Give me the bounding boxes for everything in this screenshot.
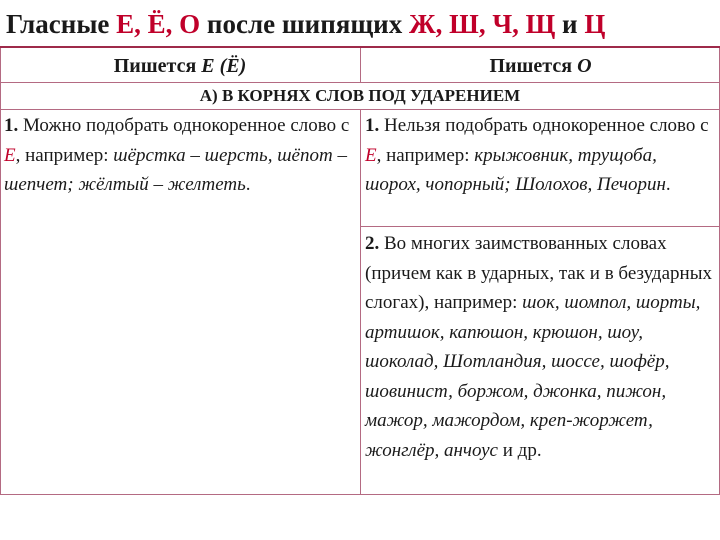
column-letter: Е (Ё) bbox=[201, 55, 247, 77]
rule-examples: шёрстка – шерсть, шёпот – шепчет; жёлтый – желтеть bbox=[4, 144, 347, 195]
column-label: Пишется bbox=[113, 55, 202, 77]
title-text: Гласные bbox=[6, 9, 117, 39]
title-consonants: Ж, Ш, Ч, Щ bbox=[408, 9, 556, 39]
rule-examples: шок, шомпол, шорты, артишок, капюшон, крюшон, шоу, шоколад, Шотландия, шоссе, шофёр, шовинист, боржом, джонка, пижон, мажор, мажордом, креп-жоржет, жонглёр, анчоус bbox=[365, 292, 701, 461]
column-header-e bbox=[0, 52, 360, 80]
table-bottom bbox=[0, 494, 720, 495]
rule-text: . bbox=[665, 174, 671, 195]
rule-text: Можно подобрать однокоренное слово с bbox=[18, 115, 350, 136]
column-header-o bbox=[361, 52, 720, 80]
section-heading: А) В КОРНЯХ СЛОВ ПОД УДАРЕНИЕМ bbox=[199, 86, 521, 105]
rule-number: 1. bbox=[365, 115, 380, 136]
row-divider bbox=[361, 226, 720, 227]
title-text: после шипящих bbox=[200, 9, 409, 39]
rule-examples: крыжовник, трущоба, шорох, чопорный; Шолохов, Печорин bbox=[365, 144, 666, 195]
rule-e-1 bbox=[4, 111, 356, 200]
column-divider bbox=[360, 109, 361, 494]
divider bbox=[0, 82, 720, 83]
table-border bbox=[0, 48, 1, 494]
rule-text: , например: bbox=[15, 144, 114, 166]
rule-letter: Е bbox=[365, 144, 377, 166]
column-letter: О bbox=[577, 55, 592, 77]
title-vowels: Е, Ё, О bbox=[116, 9, 201, 39]
rule-number: 1. bbox=[4, 115, 19, 136]
rule-o-2 bbox=[365, 229, 715, 465]
rule-number: 2. bbox=[365, 233, 380, 254]
rule-text: . bbox=[245, 174, 251, 195]
rule-o-1 bbox=[365, 111, 715, 200]
page-title bbox=[6, 4, 718, 44]
title-text: и bbox=[555, 9, 585, 39]
title-last: Ц bbox=[584, 9, 606, 39]
rule-text: Нельзя подобрать однокоренное слово с bbox=[379, 115, 709, 136]
rule-text: Во многих заимствованных словах (причем как в ударных, так и в безударных слогах), например: bbox=[365, 233, 712, 313]
column-divider bbox=[360, 48, 361, 82]
column-label: Пишется bbox=[489, 55, 578, 77]
rule-letter: Е bbox=[4, 144, 16, 166]
rule-text: , например: bbox=[376, 144, 475, 166]
rule-text: и др. bbox=[497, 439, 542, 461]
